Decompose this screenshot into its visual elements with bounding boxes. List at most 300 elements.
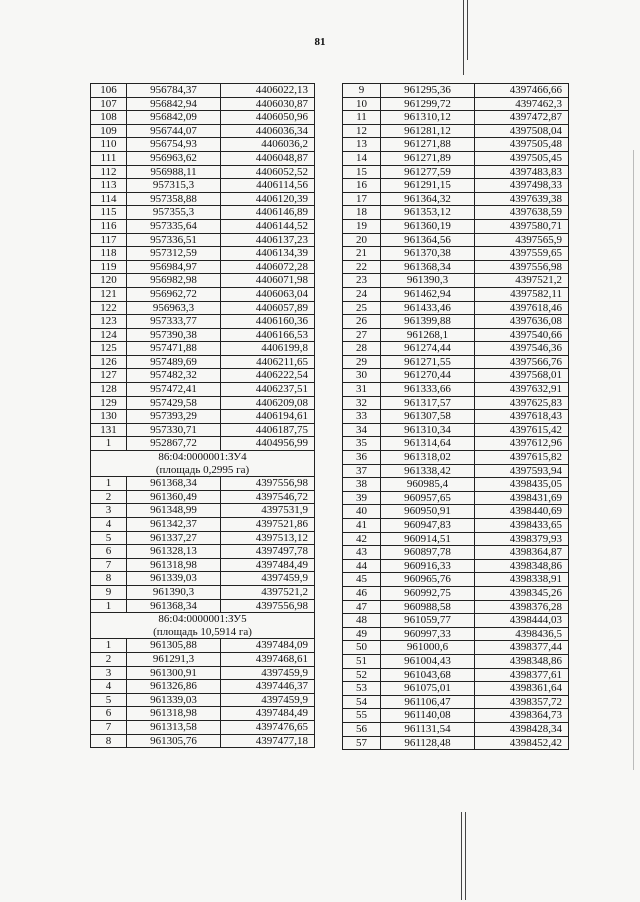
- table-row: [91, 720, 315, 734]
- table-row: [343, 722, 569, 736]
- table-row: [91, 504, 315, 518]
- parcel-cadastral-number: 86:04:0000001:ЗУ5: [91, 613, 315, 626]
- table-row: [91, 84, 315, 98]
- coordinate-y: 4404956,99: [221, 437, 315, 451]
- coordinate-y: 4406211,65: [221, 355, 315, 369]
- table-row: [343, 179, 569, 193]
- table-row: [91, 545, 315, 559]
- coordinate-x: 961305,76: [127, 734, 221, 748]
- coordinate-y: 4406052,52: [221, 165, 315, 179]
- table-row: [343, 437, 569, 451]
- coordinate-x: 956984,97: [127, 260, 221, 274]
- coordinate-x: 961317,57: [381, 396, 475, 410]
- table-row: [343, 396, 569, 410]
- table-row: [91, 531, 315, 545]
- table-row: [91, 666, 315, 680]
- table-row: [91, 260, 315, 274]
- point-number: 9: [91, 585, 127, 599]
- coordinate-y: 4406048,87: [221, 151, 315, 165]
- coordinate-y: 4397556,98: [475, 260, 569, 274]
- point-number: 6: [91, 545, 127, 559]
- coordinate-y: 4397546,36: [475, 342, 569, 356]
- point-number: 13: [343, 138, 381, 152]
- coordinate-x: 961305,88: [127, 639, 221, 653]
- coordinate-x: 957390,38: [127, 328, 221, 342]
- point-number: 8: [91, 734, 127, 748]
- coordinate-x: 961271,88: [381, 138, 475, 152]
- point-number: 54: [343, 695, 381, 709]
- point-number: 32: [343, 396, 381, 410]
- coordinate-x: 961310,34: [381, 423, 475, 437]
- coordinate-y: 4398379,93: [475, 532, 569, 546]
- table-row: [91, 206, 315, 220]
- table-row: [91, 680, 315, 694]
- table-row: [343, 274, 569, 288]
- table-row: [343, 165, 569, 179]
- point-number: 57: [343, 736, 381, 750]
- point-number: 116: [91, 219, 127, 233]
- parcel-header-row: [91, 451, 315, 464]
- coordinate-x: 961271,55: [381, 355, 475, 369]
- coordinate-x: 960897,78: [381, 546, 475, 560]
- coordinate-x: 961337,27: [127, 531, 221, 545]
- table-row: [91, 301, 315, 315]
- coordinate-x: 961390,3: [381, 274, 475, 288]
- coordinate-y: 4397468,61: [221, 652, 315, 666]
- table-row: [343, 641, 569, 655]
- coordinate-y: 4406036,34: [221, 124, 315, 138]
- point-number: 14: [343, 151, 381, 165]
- table-row: [343, 505, 569, 519]
- coordinate-y: 4406030,87: [221, 97, 315, 111]
- coordinate-y: 4397498,33: [475, 179, 569, 193]
- coordinate-x: 961004,43: [381, 654, 475, 668]
- table-row: [343, 478, 569, 492]
- point-number: 38: [343, 478, 381, 492]
- table-row: [343, 410, 569, 424]
- coordinate-y: 4397484,49: [221, 558, 315, 572]
- point-number: 115: [91, 206, 127, 220]
- coordinate-y: 4398431,69: [475, 491, 569, 505]
- point-number: 51: [343, 654, 381, 668]
- parcel-area: (площадь 10,5914 га): [91, 626, 315, 639]
- parcel-header-row: [91, 626, 315, 639]
- coordinate-x: 956842,94: [127, 97, 221, 111]
- point-number: 2: [91, 490, 127, 504]
- table-row: [343, 192, 569, 206]
- coordinate-x: 961318,02: [381, 451, 475, 465]
- point-number: 121: [91, 287, 127, 301]
- table-row: [343, 315, 569, 329]
- coordinate-y: 4397521,86: [221, 518, 315, 532]
- coordinate-y: 4406071,98: [221, 274, 315, 288]
- coordinate-y: 4397580,71: [475, 219, 569, 233]
- coordinate-x: 961318,98: [127, 558, 221, 572]
- coordinate-y: 4397612,96: [475, 437, 569, 451]
- table-row: [91, 383, 315, 397]
- coordinate-x: 961364,56: [381, 233, 475, 247]
- coordinate-y: 4406194,61: [221, 410, 315, 424]
- coordinate-y: 4397566,76: [475, 355, 569, 369]
- parcel-header-row: [91, 464, 315, 477]
- coordinate-x: 961313,58: [127, 720, 221, 734]
- table-row: [343, 219, 569, 233]
- parcel-area: (площадь 0,2995 га): [91, 464, 315, 477]
- coordinate-y: 4398376,28: [475, 600, 569, 614]
- coordinate-x: 961338,42: [381, 464, 475, 478]
- coordinate-x: 961433,46: [381, 301, 475, 315]
- coordinate-x: 961106,47: [381, 695, 475, 709]
- coordinate-y: 4406072,28: [221, 260, 315, 274]
- table-row: [91, 97, 315, 111]
- coordinate-y: 4398428,34: [475, 722, 569, 736]
- table-row: [343, 260, 569, 274]
- coordinate-x: 960957,65: [381, 491, 475, 505]
- point-number: 50: [343, 641, 381, 655]
- point-number: 2: [91, 652, 127, 666]
- coordinate-y: 4398435,05: [475, 478, 569, 492]
- coordinate-x: 961270,44: [381, 369, 475, 383]
- table-row: [343, 464, 569, 478]
- table-row: [343, 654, 569, 668]
- table-row: [91, 572, 315, 586]
- coordinate-y: 4406237,51: [221, 383, 315, 397]
- coordinate-x: 961333,66: [381, 383, 475, 397]
- table-row: [343, 573, 569, 587]
- table-row: [343, 383, 569, 397]
- point-number: 8: [91, 572, 127, 586]
- point-number: 22: [343, 260, 381, 274]
- coordinate-x: 961291,3: [127, 652, 221, 666]
- point-number: 1: [91, 437, 127, 451]
- coordinate-y: 4397546,72: [221, 490, 315, 504]
- coordinate-y: 4406134,39: [221, 247, 315, 261]
- coordinate-y: 4406036,2: [221, 138, 315, 152]
- coordinate-x: 956963,3: [127, 301, 221, 315]
- table-row: [91, 328, 315, 342]
- coordinate-y: 4406187,75: [221, 423, 315, 437]
- coordinate-x: 961274,44: [381, 342, 475, 356]
- coordinate-x: 961271,89: [381, 151, 475, 165]
- coordinate-y: 4397638,59: [475, 206, 569, 220]
- point-number: 33: [343, 410, 381, 424]
- coordinate-x: 957312,59: [127, 247, 221, 261]
- coordinate-x: 960992,75: [381, 586, 475, 600]
- coordinate-y: 4397513,12: [221, 531, 315, 545]
- table-row: [91, 585, 315, 599]
- coordinate-x: 957333,77: [127, 315, 221, 329]
- point-number: 28: [343, 342, 381, 356]
- coordinate-y: 4406209,08: [221, 396, 315, 410]
- coordinate-x: 961328,13: [127, 545, 221, 559]
- coordinate-x: 961339,03: [127, 693, 221, 707]
- point-number: 17: [343, 192, 381, 206]
- point-number: 123: [91, 315, 127, 329]
- point-number: 27: [343, 328, 381, 342]
- table-row: [343, 682, 569, 696]
- coordinate-y: 4398348,86: [475, 559, 569, 573]
- point-number: 56: [343, 722, 381, 736]
- coordinate-y: 4406166,53: [221, 328, 315, 342]
- scan-line-bottom-right-2: [465, 812, 466, 900]
- coordinate-y: 4398377,44: [475, 641, 569, 655]
- coordinate-y: 4397459,9: [221, 666, 315, 680]
- coordinate-x: 961390,3: [127, 585, 221, 599]
- coordinate-x: 961075,01: [381, 682, 475, 696]
- coordinate-x: 961353,12: [381, 206, 475, 220]
- table-row: [91, 124, 315, 138]
- coordinate-x: 961368,34: [127, 599, 221, 613]
- table-row: [91, 734, 315, 748]
- coordinate-x: 961364,32: [381, 192, 475, 206]
- coordinate-x: 961368,34: [381, 260, 475, 274]
- coordinate-x: 961314,64: [381, 437, 475, 451]
- table-row: [91, 652, 315, 666]
- table-row: [343, 546, 569, 560]
- coordinate-y: 4406022,13: [221, 84, 315, 98]
- coordinate-x: 961342,37: [127, 518, 221, 532]
- coordinate-y: 4397582,11: [475, 287, 569, 301]
- coordinate-y: 4397593,94: [475, 464, 569, 478]
- point-number: 41: [343, 519, 381, 533]
- coordinate-x: 961131,54: [381, 722, 475, 736]
- point-number: 111: [91, 151, 127, 165]
- point-number: 36: [343, 451, 381, 465]
- coordinate-y: 4398364,87: [475, 546, 569, 560]
- coordinate-x: 957336,51: [127, 233, 221, 247]
- coordinate-x: 961299,72: [381, 97, 475, 111]
- point-number: 129: [91, 396, 127, 410]
- coordinate-y: 4397615,42: [475, 423, 569, 437]
- table-row: [343, 736, 569, 750]
- table-row: [343, 695, 569, 709]
- coordinate-y: 4397505,45: [475, 151, 569, 165]
- coordinate-y: 4398364,73: [475, 709, 569, 723]
- coordinate-y: 4397497,78: [221, 545, 315, 559]
- coordinate-x: 957358,88: [127, 192, 221, 206]
- coordinate-y: 4398357,72: [475, 695, 569, 709]
- table-row: [343, 233, 569, 247]
- coordinate-y: 4397484,49: [221, 707, 315, 721]
- coordinate-y: 4398436,5: [475, 627, 569, 641]
- point-number: 40: [343, 505, 381, 519]
- coordinate-y: 4398440,69: [475, 505, 569, 519]
- point-number: 120: [91, 274, 127, 288]
- coordinate-y: 4406050,96: [221, 111, 315, 125]
- coordinate-y: 4406160,36: [221, 315, 315, 329]
- table-row: [343, 355, 569, 369]
- table-row: [91, 138, 315, 152]
- coordinate-y: 4398377,61: [475, 668, 569, 682]
- point-number: 110: [91, 138, 127, 152]
- point-number: 47: [343, 600, 381, 614]
- coordinate-x: 961326,86: [127, 680, 221, 694]
- coordinate-x: 956784,37: [127, 84, 221, 98]
- coordinate-y: 4397556,98: [221, 599, 315, 613]
- coordinate-x: 961295,36: [381, 84, 475, 98]
- table-row: [91, 342, 315, 356]
- coordinate-x: 961291,15: [381, 179, 475, 193]
- table-row: [91, 423, 315, 437]
- coordinate-x: 961370,38: [381, 247, 475, 261]
- coordinate-y: 4397505,48: [475, 138, 569, 152]
- point-number: 52: [343, 668, 381, 682]
- table-row: [343, 519, 569, 533]
- point-number: 11: [343, 111, 381, 125]
- coordinate-x: 961043,68: [381, 668, 475, 682]
- coordinate-y: 4406057,89: [221, 301, 315, 315]
- point-number: 35: [343, 437, 381, 451]
- coordinate-y: 4397615,82: [475, 451, 569, 465]
- coordinate-y: 4397472,87: [475, 111, 569, 125]
- coordinate-x: 961360,49: [127, 490, 221, 504]
- coordinate-y: 4406199,8: [221, 342, 315, 356]
- point-number: 9: [343, 84, 381, 98]
- table-row: [343, 668, 569, 682]
- point-number: 34: [343, 423, 381, 437]
- point-number: 113: [91, 179, 127, 193]
- coordinate-x: 960916,33: [381, 559, 475, 573]
- coordinate-x: 956963,62: [127, 151, 221, 165]
- coordinate-y: 4406137,23: [221, 233, 315, 247]
- coordinate-x: 957315,3: [127, 179, 221, 193]
- coordinate-y: 4406146,89: [221, 206, 315, 220]
- coordinate-y: 4397540,66: [475, 328, 569, 342]
- coordinate-y: 4406144,52: [221, 219, 315, 233]
- coordinate-y: 4398433,65: [475, 519, 569, 533]
- point-number: 15: [343, 165, 381, 179]
- coordinate-y: 4397521,2: [221, 585, 315, 599]
- point-number: 49: [343, 627, 381, 641]
- coordinate-x: 960947,83: [381, 519, 475, 533]
- coordinate-x: 957482,32: [127, 369, 221, 383]
- table-row: [343, 287, 569, 301]
- point-number: 117: [91, 233, 127, 247]
- table-row: [343, 247, 569, 261]
- point-number: 119: [91, 260, 127, 274]
- table-row: [91, 219, 315, 233]
- coordinate-x: 956842,09: [127, 111, 221, 125]
- parcel-cadastral-number: 86:04:0000001:ЗУ4: [91, 451, 315, 464]
- coordinate-x: 960988,58: [381, 600, 475, 614]
- point-number: 23: [343, 274, 381, 288]
- coordinate-y: 4397636,08: [475, 315, 569, 329]
- point-number: 127: [91, 369, 127, 383]
- table-row: [91, 274, 315, 288]
- coordinate-y: 4397446,37: [221, 680, 315, 694]
- parcel-header-row: [91, 613, 315, 626]
- coordinate-x: 961360,19: [381, 219, 475, 233]
- table-row: [343, 532, 569, 546]
- coordinate-y: 4397565,9: [475, 233, 569, 247]
- coordinate-y: 4397484,09: [221, 639, 315, 653]
- coordinate-y: 4397568,01: [475, 369, 569, 383]
- coordinate-y: 4397521,2: [475, 274, 569, 288]
- table-row: [343, 206, 569, 220]
- point-number: 4: [91, 680, 127, 694]
- coordinate-y: 4406063,04: [221, 287, 315, 301]
- table-row: [91, 315, 315, 329]
- point-number: 26: [343, 315, 381, 329]
- coordinate-y: 4397559,65: [475, 247, 569, 261]
- point-number: 10: [343, 97, 381, 111]
- coordinate-x: 957393,29: [127, 410, 221, 424]
- coordinate-x: 957429,58: [127, 396, 221, 410]
- table-row: [91, 477, 315, 491]
- point-number: 125: [91, 342, 127, 356]
- point-number: 18: [343, 206, 381, 220]
- coordinate-x: 961348,99: [127, 504, 221, 518]
- coordinate-x: 957471,88: [127, 342, 221, 356]
- table-row: [91, 369, 315, 383]
- coordinate-x: 961059,77: [381, 614, 475, 628]
- point-number: 130: [91, 410, 127, 424]
- coordinates-table-right: [342, 83, 569, 750]
- point-number: 131: [91, 423, 127, 437]
- table-row: [343, 491, 569, 505]
- point-number: 20: [343, 233, 381, 247]
- coordinate-y: 4397556,98: [221, 477, 315, 491]
- table-row: [91, 192, 315, 206]
- point-number: 12: [343, 124, 381, 138]
- coordinate-x: 961310,12: [381, 111, 475, 125]
- coordinate-x: 961318,98: [127, 707, 221, 721]
- table-row: [343, 423, 569, 437]
- coordinate-x: 960950,91: [381, 505, 475, 519]
- point-number: 107: [91, 97, 127, 111]
- point-number: 30: [343, 369, 381, 383]
- point-number: 42: [343, 532, 381, 546]
- point-number: 7: [91, 558, 127, 572]
- coordinate-x: 960997,33: [381, 627, 475, 641]
- table-row: [343, 614, 569, 628]
- coordinate-x: 957355,3: [127, 206, 221, 220]
- point-number: 48: [343, 614, 381, 628]
- table-row: [91, 111, 315, 125]
- coordinate-x: 956988,11: [127, 165, 221, 179]
- page-number: 81: [314, 36, 326, 48]
- point-number: 118: [91, 247, 127, 261]
- point-number: 3: [91, 504, 127, 518]
- coordinate-x: 960914,51: [381, 532, 475, 546]
- table-row: [91, 355, 315, 369]
- point-number: 37: [343, 464, 381, 478]
- coordinate-x: 961128,48: [381, 736, 475, 750]
- point-number: 16: [343, 179, 381, 193]
- table-row: [343, 301, 569, 315]
- coordinate-y: 4398345,26: [475, 586, 569, 600]
- coordinate-y: 4397531,9: [221, 504, 315, 518]
- coordinate-x: 957330,71: [127, 423, 221, 437]
- coordinate-y: 4397466,66: [475, 84, 569, 98]
- table-row: [343, 369, 569, 383]
- point-number: 124: [91, 328, 127, 342]
- coordinate-y: 4397477,18: [221, 734, 315, 748]
- table-row: [91, 287, 315, 301]
- table-row: [91, 490, 315, 504]
- point-number: 4: [91, 518, 127, 532]
- table-row: [91, 410, 315, 424]
- table-row: [343, 600, 569, 614]
- point-number: 21: [343, 247, 381, 261]
- table-row: [91, 165, 315, 179]
- point-number: 114: [91, 192, 127, 206]
- coordinate-x: 960985,4: [381, 478, 475, 492]
- table-row: [91, 707, 315, 721]
- coordinate-x: 957489,69: [127, 355, 221, 369]
- table-row: [91, 247, 315, 261]
- point-number: 45: [343, 573, 381, 587]
